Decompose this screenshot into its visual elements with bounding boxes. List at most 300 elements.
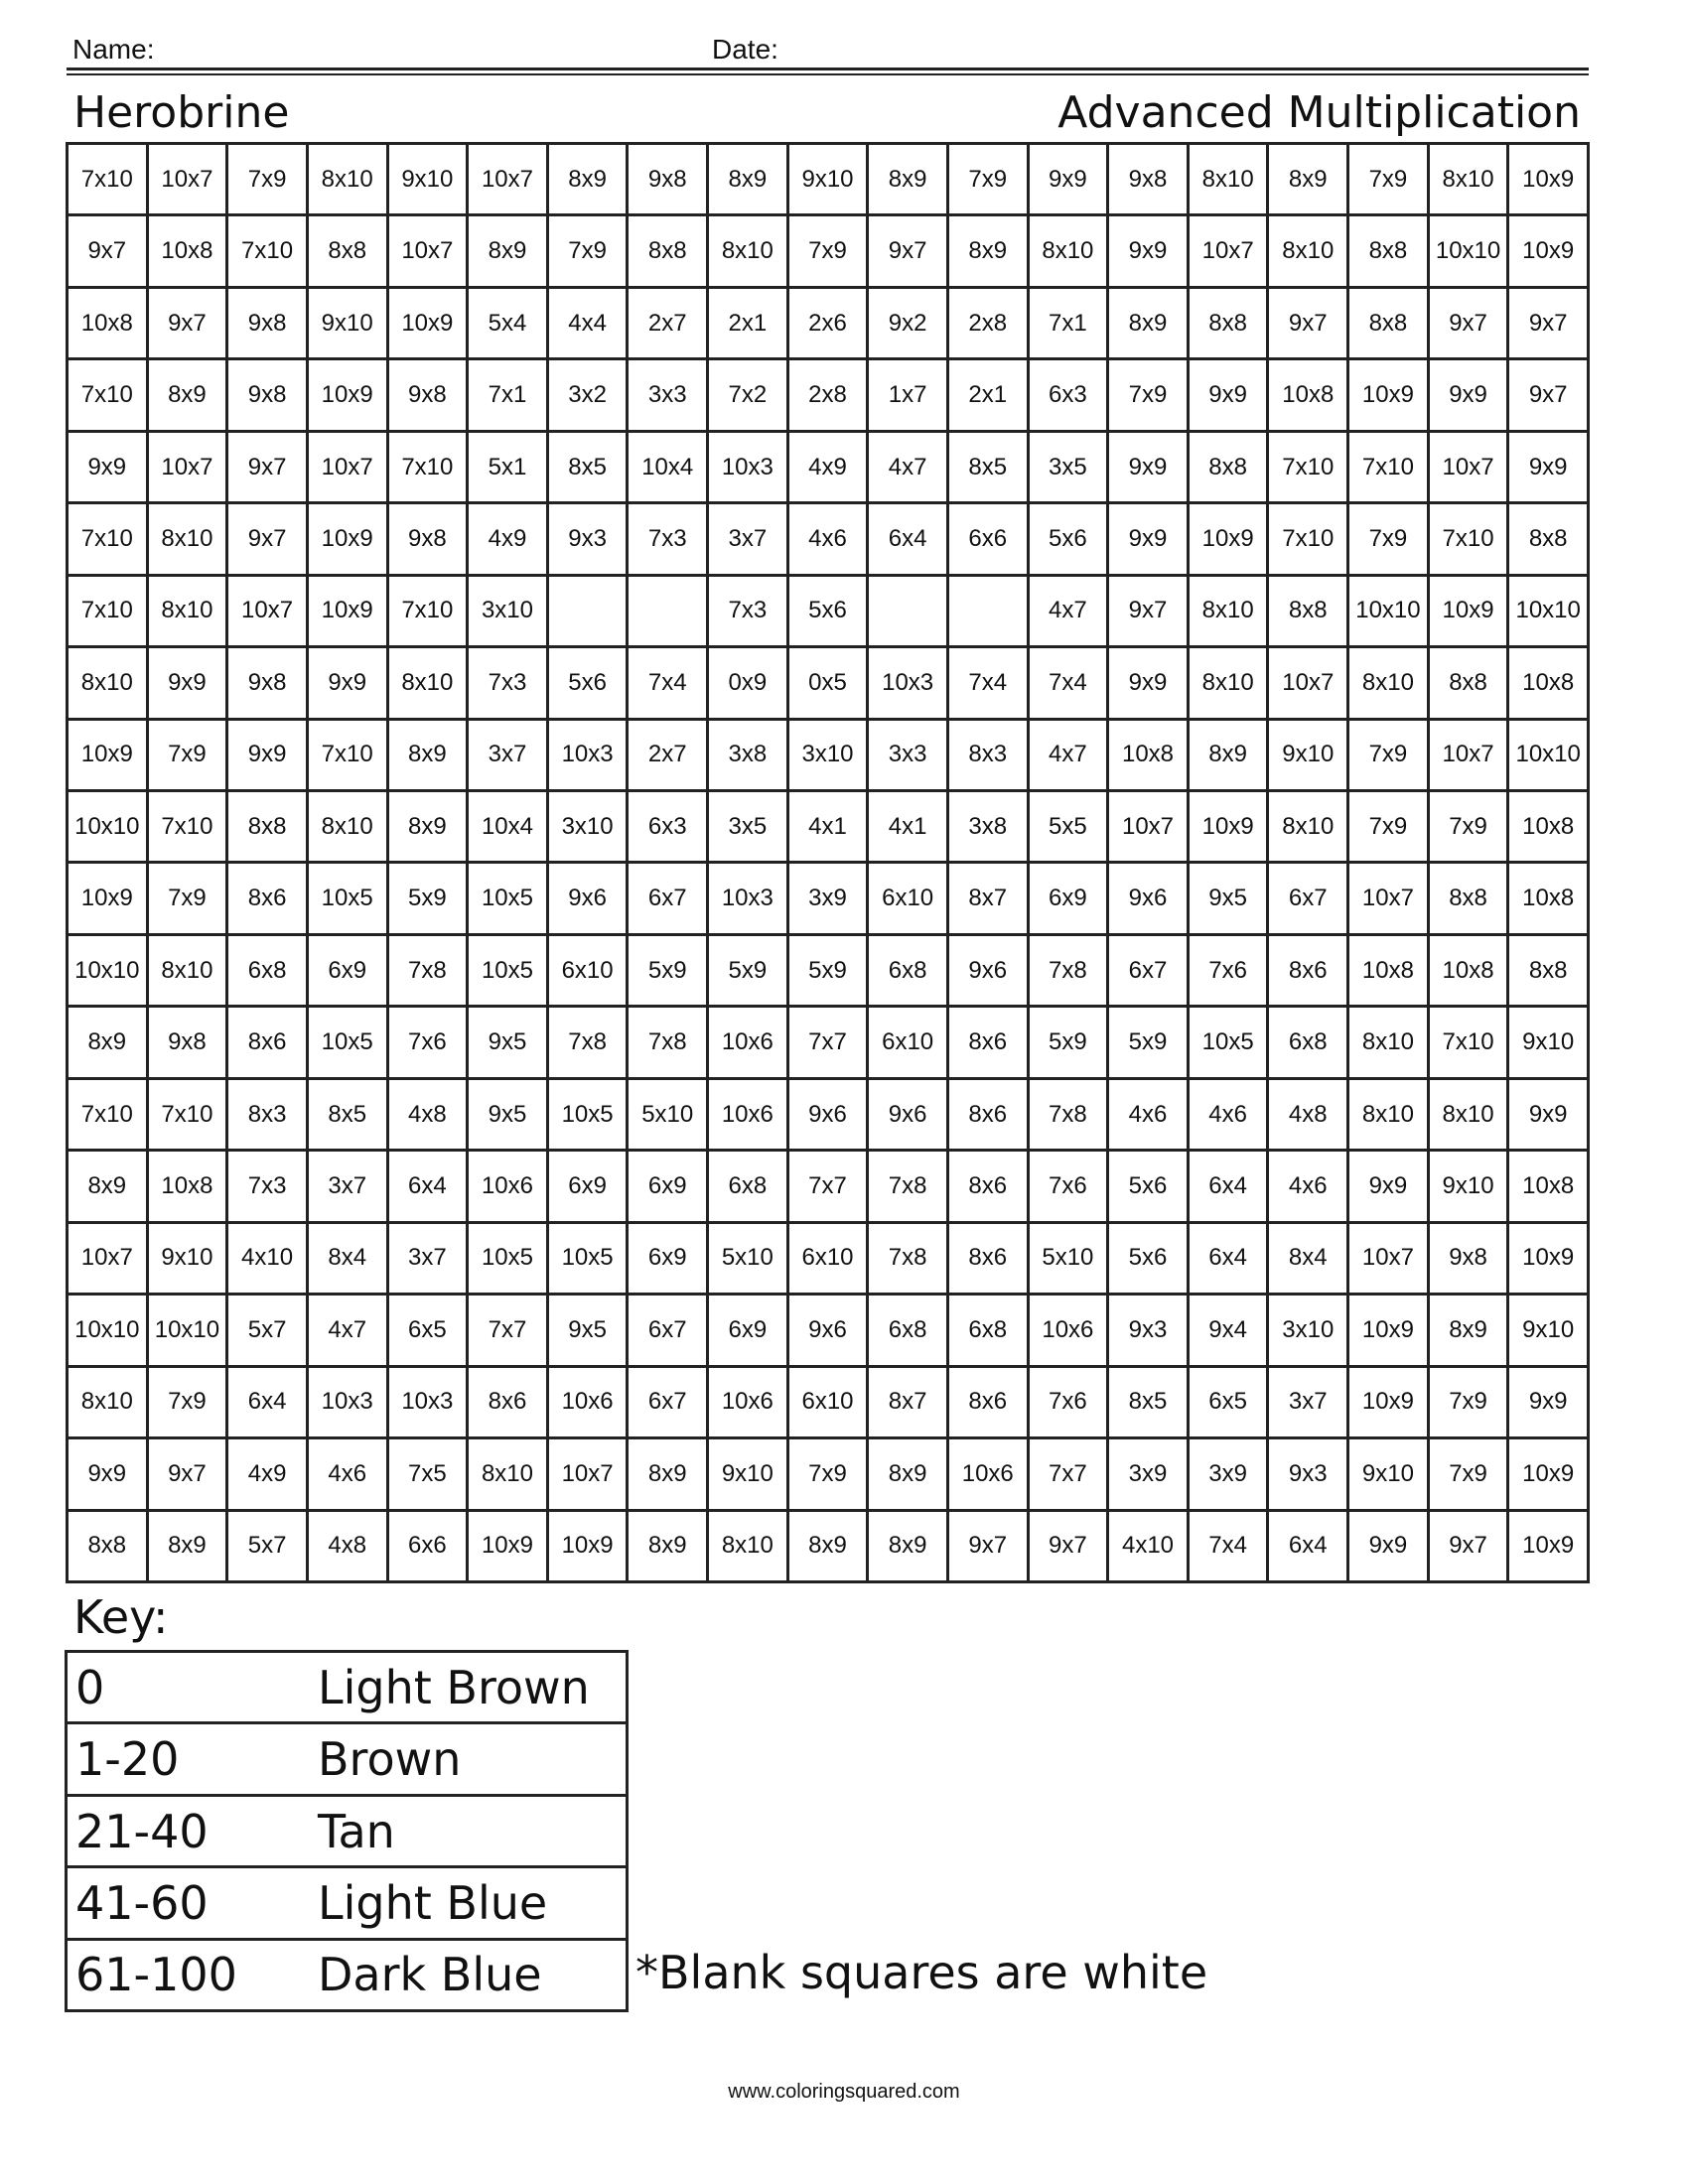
grid-cell: 3x8 [949,792,1030,864]
grid-cell: 8x9 [869,1439,949,1511]
grid-cell: 3x7 [389,1224,470,1296]
grid-cell: 8x8 [69,1512,149,1583]
grid-cell: 7x8 [869,1152,949,1223]
grid-cell: 9x6 [869,1080,949,1152]
grid-cell: 8x7 [869,1368,949,1439]
grid-cell: 8x9 [149,360,229,432]
grid-cell: 7x9 [1349,792,1430,864]
grid-cell: 8x9 [69,1008,149,1079]
grid-cell: 9x9 [1109,648,1190,720]
grid-cell: 10x3 [309,1368,389,1439]
grid-cell: 6x7 [629,864,709,935]
grid-cell: 9x7 [149,1439,229,1511]
grid-cell: 10x7 [149,433,229,504]
grid-cell: 2x7 [629,289,709,360]
grid-cell: 8x8 [228,792,309,864]
grid-cell: 9x9 [309,648,389,720]
grid-cell: 9x8 [1109,145,1190,216]
grid-cell: 7x10 [69,1080,149,1152]
grid-cell: 7x9 [149,864,229,935]
grid-cell: 10x9 [309,577,389,648]
grid-cell: 7x6 [1030,1152,1110,1223]
grid-cell: 10x6 [949,1439,1030,1511]
grid-cell: 10x10 [1509,577,1590,648]
grid-cell: 9x9 [228,721,309,792]
grid-cell: 7x10 [1349,433,1430,504]
grid-cell: 4x8 [1269,1080,1349,1152]
grid-cell: 9x9 [1430,360,1510,432]
grid-cell: 2x1 [709,289,789,360]
grid-cell: 8x6 [1269,936,1349,1008]
grid-cell: 6x9 [309,936,389,1008]
grid-cell: 9x7 [1509,289,1590,360]
grid-cell: 7x6 [1030,1368,1110,1439]
grid-cell: 9x9 [1109,216,1190,288]
grid-cell: 8x3 [228,1080,309,1152]
grid-cell: 9x10 [1269,721,1349,792]
grid-cell: 7x3 [709,577,789,648]
grid-cell: 10x6 [469,1152,549,1223]
grid-cell: 10x8 [1509,864,1590,935]
grid-cell: 8x9 [149,1512,229,1583]
grid-cell: 7x10 [1269,504,1349,576]
grid-cell: 9x5 [549,1296,630,1367]
key-row [68,1868,626,1940]
grid-cell: 10x10 [1509,721,1590,792]
grid-cell: 5x9 [709,936,789,1008]
grid-cell: 8x8 [1509,504,1590,576]
grid-cell: 8x9 [869,1512,949,1583]
grid-cell: 8x9 [949,216,1030,288]
grid-cell: 6x6 [949,504,1030,576]
grid-cell: 7x10 [1430,1008,1510,1079]
grid-cell: 8x9 [629,1439,709,1511]
grid-cell: 2x6 [789,289,870,360]
grid-cell: 3x10 [469,577,549,648]
grid-cell: 7x9 [149,721,229,792]
grid-cell: 7x10 [69,360,149,432]
grid-cell: 7x1 [469,360,549,432]
grid-cell: 8x8 [1269,577,1349,648]
grid-cell: 10x7 [1190,216,1270,288]
grid-cell: 6x7 [629,1296,709,1367]
grid-cell: 9x7 [949,1512,1030,1583]
grid-cell: 8x10 [709,1512,789,1583]
grid-cell: 7x8 [1030,1080,1110,1152]
grid-cell: 6x4 [228,1368,309,1439]
grid-cell: 9x8 [228,289,309,360]
grid-cell: 3x10 [789,721,870,792]
grid-cell: 10x10 [69,936,149,1008]
grid-cell: 4x1 [869,792,949,864]
grid-cell: 9x6 [949,936,1030,1008]
grid-cell: 5x9 [1109,1008,1190,1079]
grid-cell: 8x9 [69,1152,149,1223]
grid-cell: 9x8 [228,360,309,432]
grid-cell: 10x8 [1269,360,1349,432]
grid-cell: 3x5 [709,792,789,864]
footer-url: www.coloringsquared.com [728,2081,960,2103]
grid-cell: 9x9 [1030,145,1110,216]
grid-cell: 10x3 [549,721,630,792]
grid-cell: 3x9 [1109,1439,1190,1511]
grid-cell: 10x4 [469,792,549,864]
grid-cell: 6x10 [549,936,630,1008]
grid-cell: 8x10 [1030,216,1110,288]
grid-cell: 8x6 [949,1008,1030,1079]
grid-cell: 10x7 [1349,864,1430,935]
grid-cell: 9x10 [709,1439,789,1511]
grid-cell: 8x9 [389,721,470,792]
grid-cell: 8x10 [1190,648,1270,720]
grid-cell: 8x8 [1349,216,1430,288]
grid-cell: 9x8 [149,1008,229,1079]
grid-cell: 10x9 [309,360,389,432]
grid-cell: 8x8 [1430,864,1510,935]
grid-cell: 10x6 [549,1368,630,1439]
grid-cell: 10x7 [1109,792,1190,864]
grid-cell: 8x5 [1109,1368,1190,1439]
grid-cell: 10x10 [1430,216,1510,288]
grid-cell: 3x7 [309,1152,389,1223]
grid-cell: 10x7 [1269,648,1349,720]
grid-cell: 4x7 [869,433,949,504]
grid-cell: 10x9 [1509,1224,1590,1296]
grid-cell: 6x4 [869,504,949,576]
grid-cell: 10x5 [549,1080,630,1152]
grid-cell: 6x9 [629,1224,709,1296]
grid-cell: 7x10 [389,577,470,648]
grid-cell: 0x9 [709,648,789,720]
grid-cell: 3x3 [629,360,709,432]
grid-cell: 6x9 [629,1152,709,1223]
grid-cell: 8x8 [309,216,389,288]
grid-cell: 8x8 [1190,289,1270,360]
grid-cell: 0x5 [789,648,870,720]
grid-cell: 10x9 [389,289,470,360]
grid-cell: 10x3 [869,648,949,720]
grid-cell: 8x6 [949,1224,1030,1296]
grid-cell: 10x9 [1349,1296,1430,1367]
grid-cell: 4x7 [309,1296,389,1367]
grid-cell: 6x4 [1190,1224,1270,1296]
grid-cell: 7x8 [869,1224,949,1296]
grid-cell: 8x10 [1190,577,1270,648]
grid-cell: 10x9 [69,721,149,792]
grid-cell: 8x10 [1349,1080,1430,1152]
grid-cell: 6x8 [949,1296,1030,1367]
grid-cell: 5x7 [228,1296,309,1367]
grid-cell: 7x10 [389,433,470,504]
grid-cell: 8x6 [949,1080,1030,1152]
grid-cell: 8x10 [389,648,470,720]
grid-cell: 8x10 [1269,792,1349,864]
grid-cell: 9x9 [69,433,149,504]
grid-cell: 4x4 [549,289,630,360]
grid-cell: 3x2 [549,360,630,432]
grid-cell: 7x4 [1030,648,1110,720]
grid-cell: 10x7 [228,577,309,648]
grid-cell: 8x9 [1190,721,1270,792]
worksheet-subtitle: Advanced Multiplication [1057,87,1581,138]
grid-cell: 10x7 [149,145,229,216]
grid-cell: 3x9 [1190,1439,1270,1511]
grid-cell: 10x6 [709,1368,789,1439]
grid-cell: 8x10 [1190,145,1270,216]
grid-cell: 9x9 [1109,504,1190,576]
grid-cell: 10x9 [309,504,389,576]
grid-cell: 8x6 [949,1368,1030,1439]
name-label: Name: [72,34,155,65]
grid-cell: 10x5 [549,1224,630,1296]
grid-cell: 5x9 [389,864,470,935]
grid-cell: 7x5 [389,1439,470,1511]
grid-cell: 9x10 [389,145,470,216]
grid-cell: 3x9 [789,864,870,935]
grid-cell: 8x8 [629,216,709,288]
grid-cell: 6x3 [629,792,709,864]
grid-cell: 8x10 [69,648,149,720]
grid-cell: 9x9 [1349,1512,1430,1583]
grid-cell: 8x9 [469,216,549,288]
grid-cell: 8x10 [309,792,389,864]
grid-cell: 9x3 [549,504,630,576]
grid-cell: 6x10 [869,864,949,935]
grid-cell: 7x10 [149,792,229,864]
grid-cell: 10x9 [1509,1439,1590,1511]
grid-cell: 9x7 [869,216,949,288]
grid-cell: 4x8 [389,1080,470,1152]
grid-cell: 7x10 [309,721,389,792]
grid-cell: 1x7 [869,360,949,432]
grid-cell: 4x6 [789,504,870,576]
grid-cell: 2x8 [789,360,870,432]
grid-cell: 9x10 [1430,1152,1510,1223]
grid-cell: 8x10 [1349,648,1430,720]
grid-cell: 4x6 [1190,1080,1270,1152]
grid-cell: 10x10 [69,792,149,864]
grid-cell: 4x6 [309,1439,389,1511]
grid-cell: 8x10 [149,577,229,648]
grid-cell: 10x5 [469,936,549,1008]
grid-cell: 6x4 [1190,1152,1270,1223]
grid-cell: 5x10 [1030,1224,1110,1296]
grid-cell: 6x8 [869,936,949,1008]
grid-cell: 3x7 [709,504,789,576]
grid-cell: 9x8 [389,360,470,432]
grid-cell: 4x7 [1030,721,1110,792]
grid-cell: 7x8 [629,1008,709,1079]
key-row [68,1797,626,1868]
grid-cell: 5x10 [709,1224,789,1296]
grid-cell: 9x8 [228,648,309,720]
grid-cell: 8x10 [1349,1008,1430,1079]
grid-cell: 3x7 [1269,1368,1349,1439]
grid-cell: 7x2 [709,360,789,432]
grid-cell: 7x7 [789,1008,870,1079]
grid-cell: 8x5 [309,1080,389,1152]
grid-cell: 4x8 [309,1512,389,1583]
grid-cell: 7x10 [1430,504,1510,576]
grid-cell: 9x10 [149,1224,229,1296]
grid-cell: 6x8 [709,1152,789,1223]
grid-cell: 6x10 [789,1224,870,1296]
grid-cell: 7x9 [1430,1439,1510,1511]
grid-cell: 4x6 [1269,1152,1349,1223]
grid-cell: 8x10 [1430,145,1510,216]
grid-cell: 9x7 [228,433,309,504]
grid-cell: 10x8 [149,216,229,288]
grid-cell: 8x9 [709,145,789,216]
grid-cell: 7x10 [228,216,309,288]
header-rule-bottom [67,73,1589,75]
grid-cell: 5x6 [789,577,870,648]
grid-cell: 10x8 [1109,721,1190,792]
grid-cell: 9x5 [469,1080,549,1152]
grid-cell: 6x9 [1030,864,1110,935]
key-row [68,1653,626,1724]
grid-cell: 6x4 [1269,1512,1349,1583]
grid-cell: 8x10 [309,145,389,216]
grid-cell: 10x8 [69,289,149,360]
grid-cell: 10x9 [1509,1512,1590,1583]
grid-cell: 10x9 [1430,577,1510,648]
grid-cell: 6x3 [1030,360,1110,432]
grid-cell: 10x9 [1509,216,1590,288]
grid-cell: 9x7 [228,504,309,576]
grid-cell: 10x8 [1349,936,1430,1008]
grid-cell: 7x7 [1030,1439,1110,1511]
grid-cell: 6x8 [1269,1008,1349,1079]
grid-cell: 7x3 [469,648,549,720]
key-color: Light Blue [318,1875,548,1930]
grid-cell: 5x6 [1030,504,1110,576]
grid-cell: 8x9 [1109,289,1190,360]
grid-cell: 10x9 [1349,1368,1430,1439]
grid-cell: 10x10 [69,1296,149,1367]
grid-cell: 7x4 [629,648,709,720]
grid-cell: 4x10 [228,1224,309,1296]
grid-cell: 7x9 [1349,721,1430,792]
header-rule-top [67,68,1589,70]
grid-cell: 8x9 [389,792,470,864]
grid-cell: 8x10 [709,216,789,288]
grid-cell: 5x6 [1109,1224,1190,1296]
grid-cell: 5x6 [1109,1152,1190,1223]
grid-cell: 10x7 [1430,721,1510,792]
grid-cell: 8x9 [549,145,630,216]
grid-cell: 6x5 [1190,1368,1270,1439]
grid-cell: 10x4 [629,433,709,504]
key-range: 41-60 [75,1875,209,1930]
key-table [65,1650,629,2012]
grid-cell: 9x9 [1109,433,1190,504]
grid-cell: 10x7 [1430,433,1510,504]
grid-cell: 7x9 [789,216,870,288]
key-color: Dark Blue [318,1948,542,2002]
grid-cell: 3x7 [469,721,549,792]
grid-cell: 9x3 [1269,1439,1349,1511]
grid-cell: 9x10 [1509,1296,1590,1367]
grid-cell: 8x9 [629,1512,709,1583]
grid-cell: 10x9 [69,864,149,935]
grid-cell: 9x2 [869,289,949,360]
grid-cell: 10x7 [69,1224,149,1296]
grid-cell: 9x8 [1430,1224,1510,1296]
grid-cell: 9x7 [1109,577,1190,648]
grid-cell: 10x3 [709,864,789,935]
grid-cell: 10x5 [309,1008,389,1079]
grid-cell: 9x7 [1430,289,1510,360]
grid-cell: 8x10 [149,504,229,576]
grid-cell: 7x9 [1349,504,1430,576]
grid-cell: 8x8 [1349,289,1430,360]
key-color: Light Brown [318,1660,590,1714]
grid-cell: 9x5 [469,1008,549,1079]
blank-squares-note: *Blank squares are white [635,1946,1208,1999]
grid-cell: 9x9 [1509,433,1590,504]
grid-cell: 9x7 [1030,1512,1110,1583]
grid-cell: 7x9 [228,145,309,216]
grid-cell: 8x7 [949,864,1030,935]
grid-cell: 3x3 [869,721,949,792]
key-range: 61-100 [75,1948,237,2002]
grid-cell: 8x8 [1430,648,1510,720]
grid-cell: 10x8 [1509,792,1590,864]
grid-cell: 8x8 [1190,433,1270,504]
grid-cell: 10x7 [549,1439,630,1511]
grid-cell: 9x6 [549,864,630,935]
grid-cell: 10x9 [1190,792,1270,864]
grid-cell: 8x9 [1430,1296,1510,1367]
grid-cell: 7x6 [389,1008,470,1079]
grid-cell: 6x7 [1109,936,1190,1008]
grid-cell: 9x4 [1190,1296,1270,1367]
grid-cell: 8x9 [1269,145,1349,216]
key-color: Tan [318,1804,395,1858]
grid-cell: 6x10 [869,1008,949,1079]
grid-cell: 3x8 [709,721,789,792]
grid-cell: 10x5 [469,864,549,935]
grid-cell: 8x9 [869,145,949,216]
key-row [68,1724,626,1796]
grid-cell: 9x6 [789,1296,870,1367]
grid-cell: 9x7 [1430,1512,1510,1583]
grid-cell: 10x5 [309,864,389,935]
grid-cell: 10x6 [1030,1296,1110,1367]
grid-cell: 10x9 [1349,360,1430,432]
grid-cell: 5x10 [629,1080,709,1152]
grid-cell: 10x8 [1509,1152,1590,1223]
grid-cell: 6x7 [629,1368,709,1439]
grid-cell: 7x10 [1269,433,1349,504]
grid-cell: 9x9 [1349,1152,1430,1223]
grid-cell: 9x7 [69,216,149,288]
grid-cell: 7x9 [1430,792,1510,864]
grid-cell: 10x7 [389,216,470,288]
grid-cell: 6x5 [389,1296,470,1367]
grid-cell: 5x9 [789,936,870,1008]
grid-cell: 10x3 [709,433,789,504]
grid-cell: 9x8 [389,504,470,576]
key-range: 0 [75,1660,105,1714]
grid-cell: 9x9 [149,648,229,720]
grid-cell: 9x7 [149,289,229,360]
grid-cell: 4x10 [1109,1512,1190,1583]
date-label: Date: [712,34,778,65]
grid-cell: 7x3 [629,504,709,576]
grid-cell: 5x5 [1030,792,1110,864]
